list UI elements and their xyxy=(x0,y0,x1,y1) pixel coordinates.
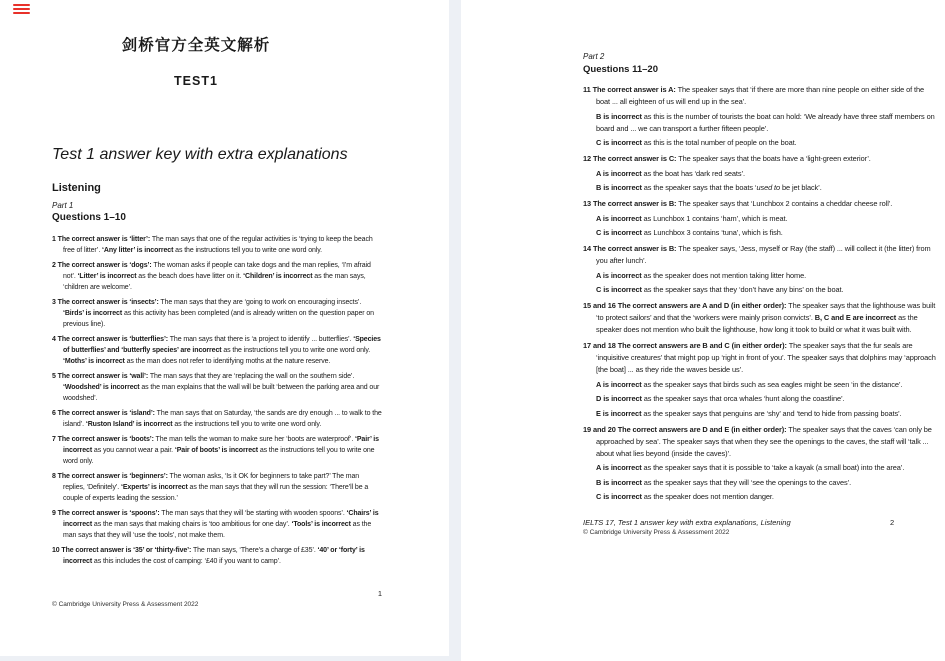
text-segment: A is incorrect xyxy=(596,213,642,223)
incorrect-option-note xyxy=(596,111,939,135)
answer-item-14 xyxy=(583,243,939,296)
answer-item-2 xyxy=(52,260,382,293)
text-segment: 5 The correct answer is ‘wall’: xyxy=(52,373,149,380)
text-segment: 13 The correct answer is B: xyxy=(583,199,677,208)
text-segment: as the man says that making chairs is ‘too ambitious for one day’. xyxy=(92,521,292,528)
answer-item-4 xyxy=(52,334,382,367)
answer-explanation xyxy=(583,198,939,210)
text-segment: as the instructions tell you to write one word only. xyxy=(221,347,371,354)
text-segment: as the speaker does not mention danger. xyxy=(641,492,774,501)
incorrect-option-note xyxy=(596,227,939,239)
incorrect-option-note xyxy=(596,379,939,391)
text-segment: 8 The correct answer is ‘beginners’: xyxy=(52,473,168,480)
answer-explanation xyxy=(583,84,939,108)
incorrect-option-note xyxy=(596,270,939,282)
answer-explanation xyxy=(583,243,939,267)
test-label: TEST1 xyxy=(174,74,218,88)
text-segment: as the speaker says that it is possible to ‘take a kayak (a small boat) into the area’. xyxy=(641,463,905,472)
text-segment: The speaker says that ‘if there are more than nine people on either side of the boat ... all eighteen of us will end up in the sea’. xyxy=(596,85,924,106)
incorrect-option-note xyxy=(596,182,939,194)
incorrect-option-note xyxy=(596,213,939,225)
text-segment: as the instructions tell you to write one word only. xyxy=(63,447,375,465)
text-segment: The man says that they will ‘be starting with wooden spoons’. xyxy=(159,510,347,517)
text-segment: A is incorrect xyxy=(596,270,642,280)
red-menu-icon-bar xyxy=(13,8,30,10)
text-segment: 17 and 18 The correct answers are B and C (in either order): xyxy=(583,341,787,350)
text-segment: E is incorrect xyxy=(596,408,642,418)
text-segment: C is incorrect xyxy=(596,492,642,501)
text-segment: ‘Any litter’ is incorrect xyxy=(102,247,174,254)
text-segment: ‘Woodshed’ is incorrect xyxy=(63,384,140,391)
part-1-label: Part 1 xyxy=(52,201,74,210)
text-segment: ‘Tools’ is incorrect xyxy=(291,521,351,528)
text-segment: ‘Experts’ is incorrect xyxy=(121,484,188,491)
incorrect-option-note xyxy=(596,284,939,296)
page-2-number: 2 xyxy=(890,518,895,527)
page-1-number: 1 xyxy=(377,589,382,598)
text-segment: The man says that they are ‘going to work on encouraging insects’. xyxy=(158,299,362,306)
text-segment: as Lunchbox 1 contains ‘ham’, which is meat. xyxy=(641,213,788,223)
text-segment: as the beach does have litter on it. xyxy=(136,273,244,280)
text-segment: The man says, ‘There’s a charge of £35’. xyxy=(191,547,318,554)
text-segment: The speaker says, ‘Jess, myself or Ray (the staff) ... will collect it (the litter) from you after lunch’. xyxy=(596,244,931,265)
text-segment: B is incorrect xyxy=(596,183,642,192)
text-segment: as this is the number of tourists the boat can hold: ‘We already have three staff members on board and ... we can transport a further fifteen people’. xyxy=(596,111,935,133)
text-segment: The speaker says that the fur seals are ‘inquisitive creatures’ that might pop up ‘right in front of you’. The speaker says that dolphins may ‘approach [the boat] ... as they ride the waves beside us’. xyxy=(596,341,936,374)
text-segment: The man says that one of the regular activities is ‘trying to keep the beach free of litter’. xyxy=(63,236,373,254)
incorrect-option-note xyxy=(596,168,939,180)
text-segment: as the speaker does not mention taking litter home. xyxy=(641,270,807,280)
answer-key-heading: Test 1 answer key with extra explanations xyxy=(52,146,348,163)
incorrect-option-note xyxy=(596,408,939,420)
text-segment: as this activity has been completed (and is already written on the question paper on previous line). xyxy=(63,310,374,328)
text-segment: The man says that on Saturday, ‘the sands are dry enough ... to walk to the island’. xyxy=(63,410,382,428)
text-segment: C is incorrect xyxy=(596,285,642,294)
text-segment: 3 The correct answer is ‘insects’: xyxy=(52,299,159,306)
incorrect-option-note xyxy=(596,462,939,474)
text-segment: as the instructions tell you to write one word only. xyxy=(173,247,322,254)
incorrect-option-note xyxy=(596,477,939,489)
answer-item-6 xyxy=(52,408,382,430)
document-page-1 xyxy=(0,0,449,656)
text-segment: ‘Species of butterflies’ and ‘butterfly species’ are incorrect xyxy=(63,336,381,354)
answer-item-8 xyxy=(52,471,382,504)
questions-1-10-heading: Questions 1–10 xyxy=(52,212,126,223)
answer-item-5 xyxy=(52,371,382,404)
text-segment: as the man says, ‘children are welcome’. xyxy=(63,273,366,291)
text-segment: 15 and 16 The correct answers are A and D (in either order): xyxy=(583,301,787,310)
text-segment: 7 The correct answer is ‘boots’: xyxy=(52,436,154,443)
document-title: 剑桥官方全英文解析 xyxy=(121,37,271,54)
red-menu-icon-bar xyxy=(13,12,30,14)
text-segment: as the man explains that the wall will be built ‘between the parking area and our woodshed’. xyxy=(63,384,380,402)
text-segment: as the speaker does not mention who built the lighthouse, how long it took to build or what it was built with. xyxy=(596,313,918,334)
text-segment: as the speaker says that birds such as sea eagles might be seen ‘in the distance’. xyxy=(641,379,903,389)
answer-item-1 xyxy=(52,234,382,256)
text-segment: as the speaker says that penguins are ‘shy’ and ‘tend to hide from passing boats’. xyxy=(641,408,902,418)
page-2-footer-title: IELTS 17, Test 1 answer key with extra explanations, Listening xyxy=(583,518,791,527)
text-segment: The speaker says that the boats have a ‘light-green exterior’. xyxy=(676,154,871,163)
text-segment: 2 The correct answer is ‘dogs’: xyxy=(52,262,152,269)
text-segment: as this includes the cost of camping: ‘£40 if you want to camp’. xyxy=(92,558,281,565)
text-segment: A is incorrect xyxy=(596,168,642,178)
text-segment: 4 The correct answer is ‘butterflies’: xyxy=(52,336,169,343)
incorrect-option-note xyxy=(596,137,939,149)
text-segment: as the boat has ‘dark red seats’. xyxy=(641,168,745,178)
text-segment: as the man does not refer to identifying moths at the nature reserve. xyxy=(124,358,331,365)
text-segment: 6 The correct answer is ‘island’: xyxy=(52,410,155,417)
page-1-copyright: © Cambridge University Press & Assessment 2022 xyxy=(52,601,199,608)
text-segment: as the speaker says that they ‘don’t have any bins’ on the boat. xyxy=(641,285,844,294)
text-segment: The man says that there is ‘a project to identify ... butterflies’. xyxy=(168,336,354,343)
answer-item-7 xyxy=(52,434,382,467)
text-segment: 19 and 20 The correct answers are D and E (in either order): xyxy=(583,424,787,434)
answer-item-10 xyxy=(52,545,382,567)
text-segment: C is incorrect xyxy=(596,228,642,237)
text-segment: 12 The correct answer is C: xyxy=(583,154,677,163)
part-2-label: Part 2 xyxy=(583,52,605,61)
section-listening: Listening xyxy=(52,182,101,194)
document-page-2 xyxy=(461,0,945,661)
text-segment: 1 The correct answer is ‘litter’: xyxy=(52,236,151,243)
text-segment: ‘40’ or ‘forty’ is incorrect xyxy=(63,547,365,565)
text-segment: as the speaker says that they will ‘see the openings to the caves’. xyxy=(641,477,852,487)
answer-item-12 xyxy=(583,153,939,194)
text-segment: The woman asks, ‘Is it OK for beginners to take part?’ The man replies, ‘Definitely’. xyxy=(63,473,360,491)
text-segment: as the instructions tell you to write one word only. xyxy=(172,421,322,428)
incorrect-option-note xyxy=(596,491,939,503)
text-segment: as the man says that they will run the session: ‘There’ll be a couple of experts leading the session.’ xyxy=(63,484,369,502)
answer-explanation xyxy=(583,153,939,165)
text-segment: 10 The correct answer is ‘35’ or ‘thirty-five’: xyxy=(52,547,192,554)
page-2-copyright: © Cambridge University Press & Assessment 2022 xyxy=(583,529,730,536)
text-segment: as Lunchbox 3 contains ‘tuna’, which is fish. xyxy=(641,228,783,237)
text-segment: B is incorrect xyxy=(596,477,642,487)
text-segment: The speaker says that the caves ‘can only be approached by sea’. The speaker says that when they see the openings to the caves, the staff will ‘talk ... about what lies beyond (inside the caves)’. xyxy=(596,424,932,458)
answer-item-13 xyxy=(583,198,939,239)
text-segment: as you cannot wear a pair. xyxy=(92,447,175,454)
text-segment: as this is the total number of people on the boat. xyxy=(641,138,797,147)
text-segment: ‘Chairs’ is incorrect xyxy=(63,510,379,528)
text-segment: ‘Pair of boots’ is incorrect xyxy=(174,447,259,454)
text-segment: be jet black’. xyxy=(780,183,822,192)
questions-11-20-heading: Questions 11–20 xyxy=(583,64,658,75)
text-segment: 11 The correct answer is A: xyxy=(583,85,676,94)
text-segment: The speaker says that the lighthouse was built ‘to protect sailors’ and that the ‘workers were mainly prison convicts’. xyxy=(596,301,936,322)
text-segment: as the man says that they will ‘use the tools’, not make them. xyxy=(63,521,372,539)
text-segment: as the speaker says that the boats ‘ xyxy=(641,183,757,192)
text-segment: The speaker says that ‘Lunchbox 2 contains a cheddar cheese roll’. xyxy=(676,199,893,208)
answers-list-1-10 xyxy=(52,234,382,571)
text-segment: ‘Ruston Island’ is incorrect xyxy=(85,421,173,428)
text-segment: 9 The correct answer is ‘spoons’: xyxy=(52,510,160,517)
answer-item-19-20 xyxy=(583,424,939,504)
text-segment: D is incorrect xyxy=(596,394,642,403)
answer-item-17-18 xyxy=(583,340,939,420)
text-segment: used to xyxy=(756,183,781,192)
text-segment: A is incorrect xyxy=(596,379,642,389)
text-segment: A is incorrect xyxy=(596,463,642,472)
text-segment: The woman asks if people can take dogs and the man replies, ‘I’m afraid not’. xyxy=(63,262,371,280)
red-menu-icon[interactable] xyxy=(13,4,30,14)
answer-item-15-16 xyxy=(583,300,939,336)
text-segment: ‘Pair’ is incorrect xyxy=(63,436,379,454)
answer-item-9 xyxy=(52,508,382,541)
text-segment: ‘Moths’ is incorrect xyxy=(63,358,125,365)
answer-explanation xyxy=(583,300,939,336)
text-segment: B, C and E are incorrect xyxy=(814,313,897,322)
text-segment: ‘Children’ is incorrect xyxy=(243,273,313,280)
text-segment: ‘Birds’ is incorrect xyxy=(63,310,123,317)
red-menu-icon-bar xyxy=(13,4,30,6)
answer-explanation xyxy=(583,340,939,376)
answer-item-11 xyxy=(583,84,939,149)
answer-item-3 xyxy=(52,297,382,330)
answer-explanation xyxy=(583,424,939,460)
text-segment: The man tells the woman to make sure her ‘boots are waterproof’. xyxy=(153,436,356,443)
answers-list-11-20 xyxy=(583,84,939,507)
text-segment: ‘Litter’ is incorrect xyxy=(77,273,137,280)
text-segment: The man says that they are ‘replacing the wall on the southern side’. xyxy=(148,373,355,380)
text-segment: 14 The correct answer is B: xyxy=(583,244,677,253)
text-segment: C is incorrect xyxy=(596,138,642,147)
text-segment: B is incorrect xyxy=(596,111,642,121)
incorrect-option-note xyxy=(596,393,939,405)
text-segment: as the speaker says that orca whales ‘hunt along the coastline’. xyxy=(641,394,845,403)
